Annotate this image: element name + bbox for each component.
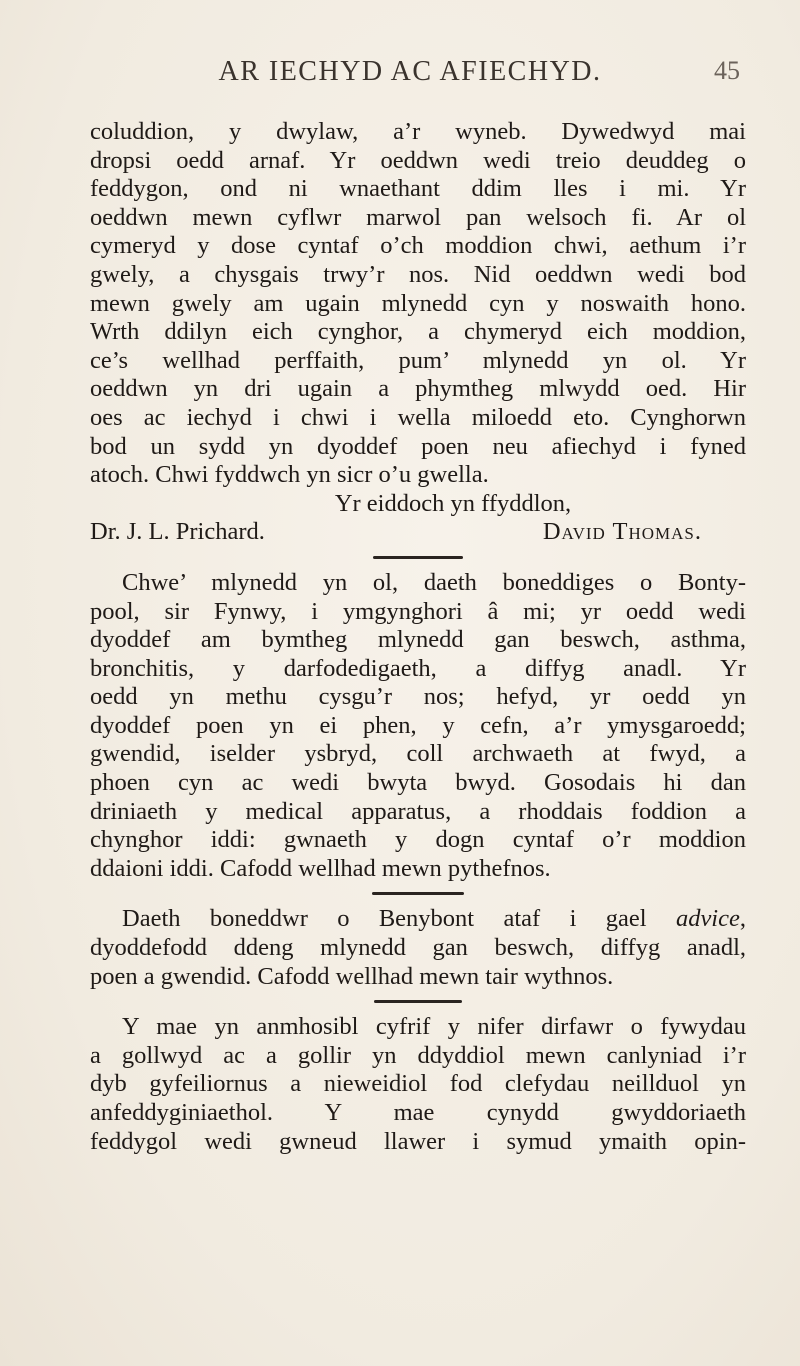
text-line: coluddion, y dwylaw, a’r wyneb. Dywedwyd mai [90,118,746,145]
text-line: mewn gwely am ugain mlynedd cyn y noswaith hono. [90,289,746,317]
text-line: gwely, a chysgais trwy’r nos. Nid oeddwn wedi bod [90,260,746,288]
text-line: Wrth ddilyn eich cynghor, a chymeryd eich moddion, [90,318,746,346]
text-line: cymeryd y dose cyntaf o’ch moddion chwi, aethum i’r [90,232,746,260]
text-line: dyoddef poen yn ei phen, y cefn, a’r ymysgaroedd; [90,711,746,739]
case-report-pontypool [90,569,746,884]
running-header [80,56,740,96]
text-line: pool, sir Fynwy, i ymgynghori â mi; yr oedd wedi [90,597,746,625]
signature: David Thomas. [542,518,702,546]
text-fragment: Daeth boneddwr o Benybont ataf i gael [122,905,676,933]
text-line: oes ac iechyd i chwi i wella miloedd eto. Cynghorwn [90,403,746,431]
section-divider [90,547,746,569]
text-line: feddygol wedi gwneud llawer i symud ymaith opin- [90,1127,746,1155]
text-line: feddygon, ond ni wnaethant ddim lles i mi. Yr [90,175,746,203]
letter-closing: Yr eiddoch yn ffyddlon, [334,489,572,517]
text-line: atoch. Chwi fyddwch yn sicr o’u gwella. [90,461,489,489]
running-title: AR IECHYD AC AFIECHYD. [218,56,602,87]
signature-row [90,518,746,547]
text-line: poen a gwendid. Cafodd wellhad mewn tair wythnos. [90,962,614,990]
testimonial-letter-1 [90,118,746,547]
text-fragment: , [739,905,746,933]
text-line: bronchitis, y darfodedigaeth, a diffyg anadl. Yr [90,654,746,682]
text-line: driniaeth y medical apparatus, a rhoddais foddion a [90,797,746,825]
case-report-penybont [90,905,746,991]
text-line: dyb gyfeiliornus a nieweidiol fod clefydau neillduol yn [90,1070,746,1098]
text-line: dropsi oedd arnaf. Yr oeddwn wedi treio deuddeg o [90,146,746,174]
text-line: chynghor iddi: gwnaeth y dogn cyntaf o’r moddion [90,826,746,854]
italic-word: advice [675,905,740,933]
closing-paragraph [90,1013,746,1156]
text-line: Chwe’ mlynedd yn ol, daeth boneddiges o Bonty- [122,568,746,596]
page-number: 45 [714,56,740,85]
text-line: ddaioni iddi. Cafodd wellhad mewn pythefnos. [90,854,551,882]
text-line: dyoddef am bymtheg mlynedd gan beswch, asthma, [90,626,746,654]
text-line: a gollwyd ac a gollir yn ddyddiol mewn canlyniad i’r [90,1041,746,1069]
text-line: anfeddyginiaethol. Y mae cynydd gwyddoriaeth [90,1099,746,1126]
text-line: oeddwn yn dri ugain a phymtheg mlwydd oed. Hir [90,375,746,403]
addressee: Dr. J. L. Prichard. [90,518,265,546]
text-line: phoen cyn ac wedi bwyta bwyd. Gosodais hi dan [90,769,746,797]
page-body [90,118,746,1156]
text-line: dyoddefodd ddeng mlynedd gan beswch, diffyg anadl, [90,934,746,962]
section-divider [90,883,746,905]
text-line: oedd yn methu cysgu’r nos; hefyd, yr oedd yn [90,683,746,711]
text-line: ce’s wellhad perffaith, pum’ mlynedd yn ol. Yr [90,346,746,374]
text-line: bod un sydd yn dyoddef poen neu afiechyd i fyned [90,432,746,460]
section-divider [90,991,746,1013]
text-line [90,905,746,934]
text-line: gwendid, iselder ysbryd, coll archwaeth at fwyd, a [90,740,746,768]
text-line: Y mae yn anmhosibl cyfrif y nifer dirfawr o fywydau [122,1013,746,1041]
text-line: oeddwn mewn cyflwr marwol pan welsoch fi. Ar ol [90,203,746,231]
